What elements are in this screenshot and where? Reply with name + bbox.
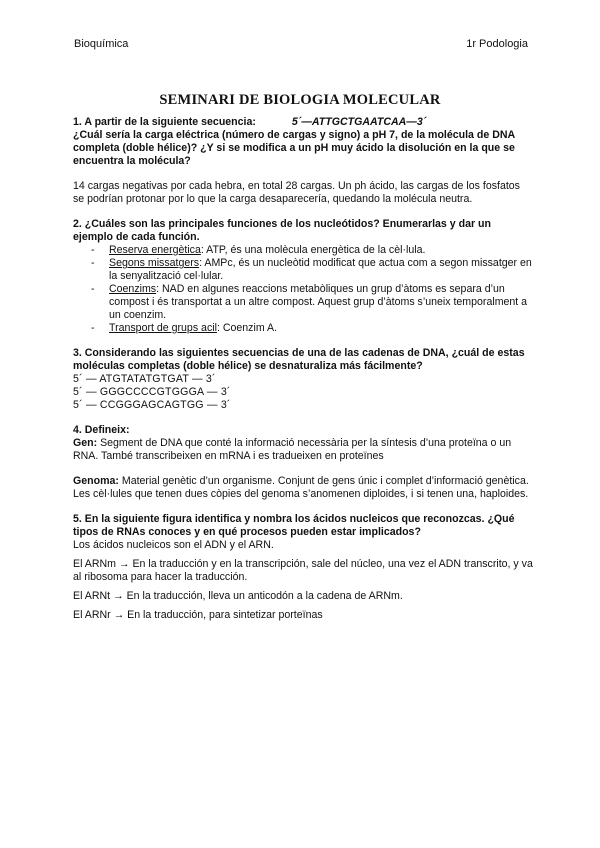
q1-answer: 14 cargas negativas por cada hebra, en total 28 cargas. Un ph ácido, las cargas de los fosfatos se podrían protonar por lo que la carga desaparecería, quedando la molécula neutra. bbox=[73, 180, 520, 205]
q4-gen-term: Gen: bbox=[73, 437, 98, 449]
q4-genoma-term: Genoma: bbox=[73, 475, 119, 487]
q5-question: 5. En la siguiente figura identifica y nombra los ácidos nucleicos que reconozcas. ¿Qué tipos de RNAs conoces y en qué procesos pueden estar implicados? bbox=[73, 513, 515, 538]
q3-sequence-1: 5´ — ATGTATATGTGAT — 3´ bbox=[73, 373, 216, 385]
header-subject: Bioquímica bbox=[74, 38, 129, 50]
q2-item-text: : ATP, és una molècula energètica de la cèl·lula. bbox=[200, 244, 426, 256]
list-item bbox=[91, 283, 533, 322]
q2-item-text: : Coenzim A. bbox=[216, 322, 278, 334]
q2-item-term: Segons missatgers bbox=[109, 257, 200, 269]
header-course: 1r Podologia bbox=[466, 38, 528, 50]
page-title: SEMINARI DE BIOLOGIA MOLECULAR bbox=[159, 92, 441, 108]
q4-genoma-text: Material genètic d’un organisme. Conjunt de gens únic i complet d’informació genètica. Les cèl·lules que tenen dues còpies del genoma s’anomenen diploides, i si tenen una, haploides. bbox=[73, 475, 529, 500]
list-item bbox=[91, 244, 533, 257]
q4-genoma-definition bbox=[73, 475, 533, 501]
q2-list bbox=[73, 244, 533, 335]
list-item bbox=[91, 322, 533, 335]
q4-gen-definition bbox=[73, 437, 533, 463]
q2-question: 2. ¿Cuáles son las principales funciones de los nucleótidos? Enumerarlas y dar un ejemplo de cada función. bbox=[73, 218, 491, 243]
q3-sequence-3: 5´ — CCGGGAGCAGTGG — 3´ bbox=[73, 399, 231, 411]
q1-label: 1. A partir de la siguiente secuencia: bbox=[73, 116, 256, 128]
list-item bbox=[91, 257, 533, 283]
q5-answer-line: Los ácidos nucleicos son el ADN y el ARN. bbox=[73, 539, 274, 551]
q3-question: 3. Considerando las siguientes secuencias de una de las cadenas de DNA, ¿cuál de estas moléculas completas (doble hélice) se desnaturaliza más fácilmente? bbox=[73, 347, 525, 372]
q4-gen-text: Segment de DNA que conté la informació necessària per la síntesis d’una proteïna o un RNA. També transcribeixen en mRNA i es tradueixen en proteïnes bbox=[73, 437, 512, 462]
q2-item-term: Reserva energètica bbox=[109, 244, 201, 256]
q5-answer-line: El ARNm → En la traducción y en la transcripción, sale del núcleo, una vez el ADN transcrito, y va al ribosoma para hacer la traducción. bbox=[73, 558, 533, 583]
document-body bbox=[73, 116, 533, 622]
q1-question: ¿Cuál sería la carga eléctrica (número de cargas y signo) a pH 7, de la molécula de DNA completa (doble hélice)? ¿Y si se modifica a un pH muy ácido la disolución en la que se encuentra la molécula? bbox=[73, 129, 515, 167]
q5-answer-line: El ARNr → En la traducción, para sintetizar porteïnas bbox=[73, 609, 323, 621]
q3-sequence-2: 5´ — GGGCCCCGTGGGA — 3´ bbox=[73, 386, 231, 398]
q2-item-term: Transport de grups acil bbox=[109, 322, 217, 334]
q4-heading: 4. Defineix: bbox=[73, 424, 130, 436]
q5-answer-line: El ARNt → En la traducción, lleva un anticodón a la cadena de ARNm. bbox=[73, 590, 403, 602]
q2-item-text: : NAD en algunes reaccions metabòliques un grup d’àtoms es separa d’un compost i és transportat a un altre compost. Aquest grup d’àtoms s’uneix temporalment a un coenzim. bbox=[109, 283, 528, 321]
q2-item-text: : AMPc, és un nucleòtid modificat que actua com a segon missatger en la senyalització cel·lular. bbox=[109, 257, 532, 282]
q1-sequence: 5´—ATTGCTGAATCAA—3´ bbox=[291, 116, 427, 128]
q1-heading bbox=[73, 116, 533, 129]
q2-item-term: Coenzims bbox=[109, 283, 157, 295]
